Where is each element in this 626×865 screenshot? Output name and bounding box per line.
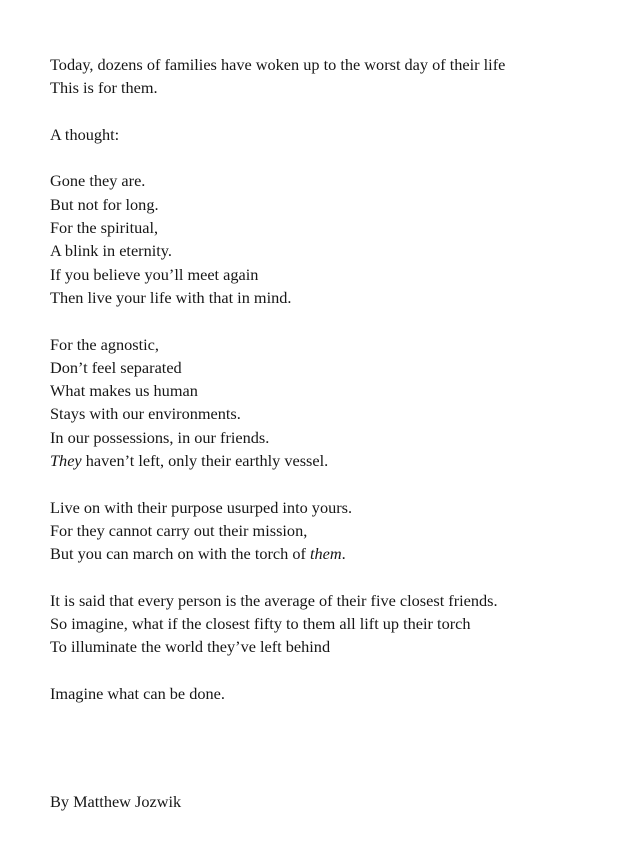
poem-line: To illuminate the world they’ve left behind [50, 637, 331, 657]
closing-line: Imagine what can be done. [50, 684, 225, 704]
author-byline: By Matthew Jozwik [50, 792, 182, 811]
poem-line-mixed [50, 449, 610, 472]
poem-line: Then live your life with that in mind. [50, 287, 292, 307]
poem-line: In our possessions, in our friends. [50, 427, 270, 447]
line-text: haven’t left, only their earthly vessel. [81, 451, 329, 471]
poem-line: If you believe you’ll meet again [50, 264, 259, 284]
stanza-4 [50, 589, 610, 659]
thought-label: A thought: [50, 124, 120, 144]
intro-line: This is for them. [50, 78, 158, 98]
poem-line: What makes us human [50, 381, 198, 401]
italic-word: They [50, 451, 82, 471]
poem-line: A blink in eternity. [50, 241, 172, 261]
stanza-1 [50, 169, 610, 309]
poem-line: Live on with their purpose usurped into yours. [50, 497, 353, 517]
intro-line: Today, dozens of families have woken up to the worst day of their life [50, 55, 506, 74]
line-text: But you can march on with the torch of [50, 544, 310, 564]
italic-word: them [309, 544, 342, 564]
poem-line: For the agnostic, [50, 334, 159, 354]
poem-line: So imagine, what if the closest fifty to them all lift up their torch [50, 614, 471, 634]
poem-line: But not for long. [50, 194, 159, 214]
poem-line: For they cannot carry out their mission, [50, 520, 308, 540]
thought-label-stanza [50, 123, 610, 146]
poem-line: Stays with our environments. [50, 404, 241, 424]
poem-line: Don’t feel separated [50, 357, 182, 377]
stanza-3 [50, 496, 610, 566]
intro-stanza [50, 53, 610, 100]
poem-line: It is said that every person is the average of their five closest friends. [50, 590, 498, 610]
poem-line-mixed [50, 542, 610, 565]
line-text: . [341, 544, 346, 564]
stanza-2 [50, 333, 610, 473]
poem-line: Gone they are. [50, 171, 146, 191]
poem-body [50, 53, 610, 729]
poem-line: For the spiritual, [50, 218, 159, 238]
closing-stanza [50, 682, 610, 705]
